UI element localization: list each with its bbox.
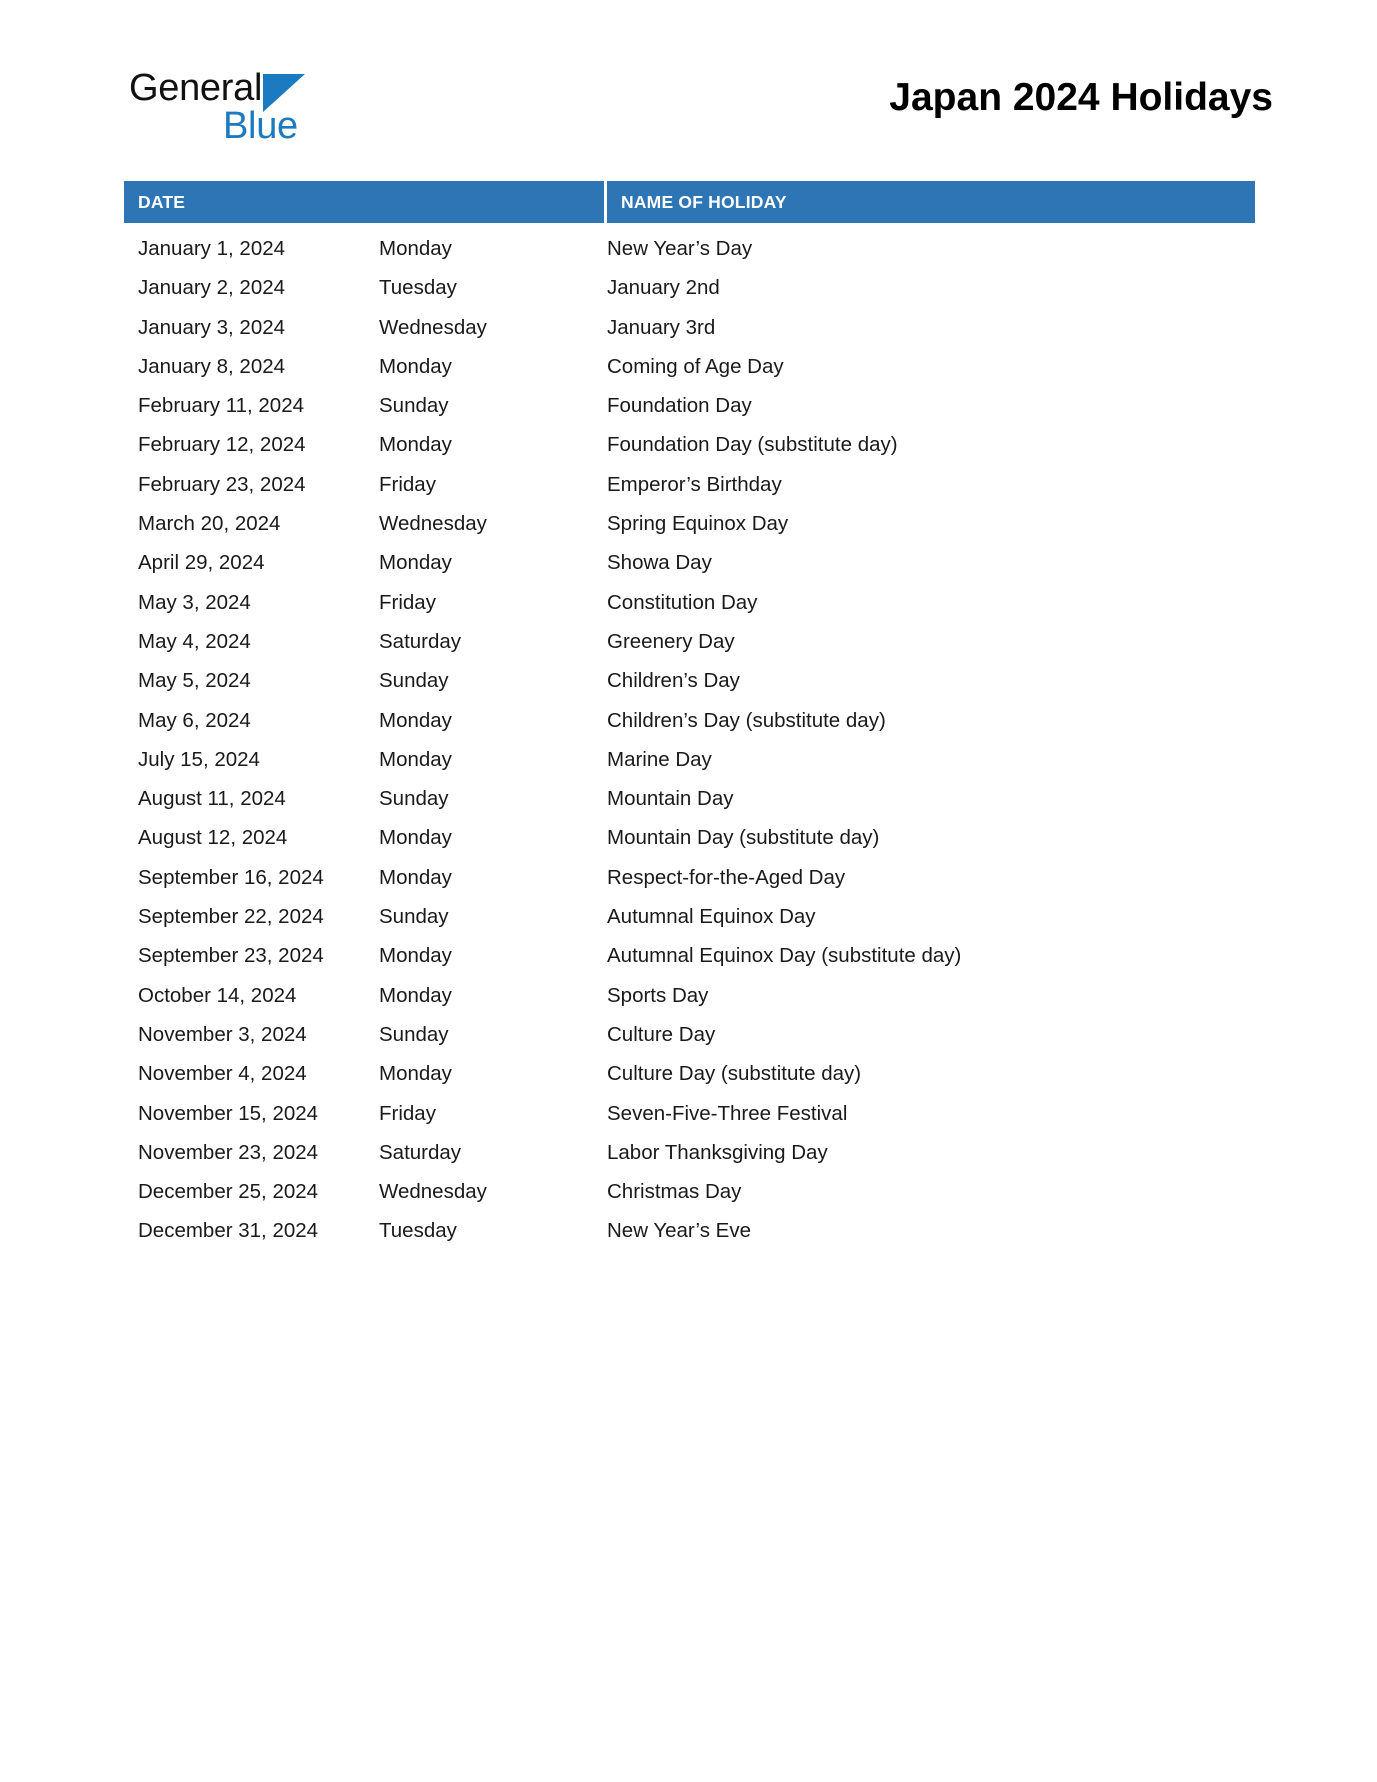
table-row — [124, 583, 1255, 622]
table-row — [124, 504, 1255, 543]
cell-holiday-name: Marine Day — [607, 747, 712, 771]
cell-weekday: Monday — [379, 826, 452, 850]
cell-holiday-name: January 2nd — [607, 276, 720, 300]
table-row — [124, 465, 1255, 504]
table-row — [124, 268, 1255, 307]
table-row — [124, 701, 1255, 740]
table-row — [124, 543, 1255, 582]
cell-holiday-name: January 3rd — [607, 315, 716, 339]
table-row — [124, 229, 1255, 268]
cell-holiday-name: Sports Day — [607, 983, 709, 1007]
cell-weekday: Friday — [379, 590, 436, 614]
cell-date: April 29, 2024 — [138, 551, 265, 575]
cell-weekday: Monday — [379, 944, 452, 968]
table-row — [124, 1133, 1255, 1172]
cell-holiday-name: Spring Equinox Day — [607, 512, 789, 536]
cell-weekday: Sunday — [379, 669, 449, 693]
table-row — [124, 740, 1255, 779]
cell-weekday: Friday — [379, 472, 436, 496]
cell-holiday-name: Foundation Day — [607, 394, 752, 418]
cell-weekday: Monday — [379, 433, 452, 457]
cell-weekday: Wednesday — [379, 315, 487, 339]
cell-holiday-name: Respect-for-the-Aged Day — [607, 865, 846, 889]
cell-date: March 20, 2024 — [138, 512, 281, 536]
cell-weekday: Friday — [379, 1101, 436, 1125]
table-row — [124, 936, 1255, 975]
table-body — [124, 223, 1255, 1251]
table-row — [124, 897, 1255, 936]
cell-holiday-name: New Year’s Day — [607, 237, 753, 260]
cell-weekday: Monday — [379, 237, 452, 260]
table-row — [124, 661, 1255, 700]
cell-date: May 4, 2024 — [138, 629, 251, 653]
cell-weekday: Saturday — [379, 1140, 462, 1164]
table-row — [124, 1054, 1255, 1093]
logo-text-general: General — [129, 67, 263, 109]
cell-weekday: Saturday — [379, 629, 462, 653]
cell-holiday-name: Mountain Day (substitute day) — [607, 826, 880, 850]
cell-date: February 23, 2024 — [138, 472, 306, 496]
cell-holiday-name: Showa Day — [607, 551, 712, 575]
cell-date: May 5, 2024 — [138, 669, 251, 693]
page-title: Japan 2024 Holidays — [889, 76, 1273, 119]
table-row — [124, 1015, 1255, 1054]
cell-holiday-name: Seven-Five-Three Festival — [607, 1101, 848, 1125]
cell-date: January 2, 2024 — [138, 276, 286, 300]
cell-holiday-name: Mountain Day — [607, 787, 734, 811]
cell-weekday: Sunday — [379, 1022, 449, 1046]
cell-date: January 8, 2024 — [138, 354, 286, 378]
general-blue-logo — [129, 66, 369, 146]
table-row — [124, 308, 1255, 347]
cell-weekday: Monday — [379, 1062, 452, 1086]
cell-date: May 6, 2024 — [138, 708, 251, 732]
cell-date: July 15, 2024 — [138, 747, 260, 771]
cell-holiday-name: Children’s Day — [607, 669, 740, 693]
cell-holiday-name: Autumnal Equinox Day — [607, 905, 816, 929]
cell-holiday-name: Coming of Age Day — [607, 354, 784, 378]
cell-date: January 1, 2024 — [138, 237, 286, 260]
table-row — [124, 976, 1255, 1015]
cell-weekday: Wednesday — [379, 512, 487, 536]
cell-holiday-name: Christmas Day — [607, 1180, 742, 1204]
table-row — [124, 1172, 1255, 1211]
cell-holiday-name: Labor Thanksgiving Day — [607, 1140, 828, 1164]
cell-holiday-name: Foundation Day (substitute day) — [607, 433, 898, 457]
cell-weekday: Tuesday — [379, 1219, 457, 1243]
cell-holiday-name: Greenery Day — [607, 629, 735, 653]
cell-date: January 3, 2024 — [138, 315, 286, 339]
cell-weekday: Sunday — [379, 394, 449, 418]
cell-weekday: Wednesday — [379, 1180, 487, 1204]
cell-date: November 3, 2024 — [138, 1022, 307, 1046]
table-row — [124, 425, 1255, 464]
cell-date: November 23, 2024 — [138, 1140, 319, 1164]
document-header — [0, 0, 1377, 150]
table-row — [124, 818, 1255, 857]
cell-date: November 15, 2024 — [138, 1101, 319, 1125]
table-row — [124, 622, 1255, 661]
cell-weekday: Monday — [379, 551, 452, 575]
table-row — [124, 386, 1255, 425]
table-row — [124, 779, 1255, 818]
cell-holiday-name: Children’s Day (substitute day) — [607, 708, 886, 732]
table-row — [124, 858, 1255, 897]
cell-holiday-name: Culture Day — [607, 1022, 716, 1046]
table-row — [124, 347, 1255, 386]
cell-date: December 25, 2024 — [138, 1180, 319, 1204]
cell-date: May 3, 2024 — [138, 590, 251, 614]
holidays-table — [124, 181, 1255, 1251]
cell-weekday: Monday — [379, 865, 452, 889]
cell-date: February 12, 2024 — [138, 433, 306, 457]
cell-date: December 31, 2024 — [138, 1219, 319, 1243]
cell-date: September 23, 2024 — [138, 944, 324, 968]
cell-date: October 14, 2024 — [138, 983, 297, 1007]
cell-weekday: Sunday — [379, 905, 449, 929]
cell-holiday-name: Constitution Day — [607, 590, 758, 614]
cell-date: September 16, 2024 — [138, 865, 324, 889]
cell-holiday-name: New Year’s Eve — [607, 1219, 751, 1243]
cell-date: September 22, 2024 — [138, 905, 324, 929]
cell-weekday: Monday — [379, 747, 452, 771]
cell-weekday: Monday — [379, 354, 452, 378]
table-header-row — [124, 181, 1255, 223]
column-header-date: DATE — [124, 181, 607, 223]
cell-date: November 4, 2024 — [138, 1062, 307, 1086]
cell-holiday-name: Autumnal Equinox Day (substitute day) — [607, 944, 962, 968]
cell-holiday-name: Culture Day (substitute day) — [607, 1062, 862, 1086]
cell-date: August 11, 2024 — [138, 787, 286, 811]
cell-date: August 12, 2024 — [138, 826, 288, 850]
column-header-name-of-holiday: NAME OF HOLIDAY — [621, 192, 787, 212]
cell-holiday-name: Emperor’s Birthday — [607, 472, 782, 496]
logo-text-blue: Blue — [223, 105, 298, 147]
cell-weekday: Monday — [379, 983, 452, 1007]
cell-weekday: Tuesday — [379, 276, 457, 300]
cell-weekday: Monday — [379, 708, 452, 732]
table-row — [124, 1094, 1255, 1133]
cell-date: February 11, 2024 — [138, 394, 305, 418]
cell-weekday: Sunday — [379, 787, 449, 811]
table-row — [124, 1211, 1255, 1250]
